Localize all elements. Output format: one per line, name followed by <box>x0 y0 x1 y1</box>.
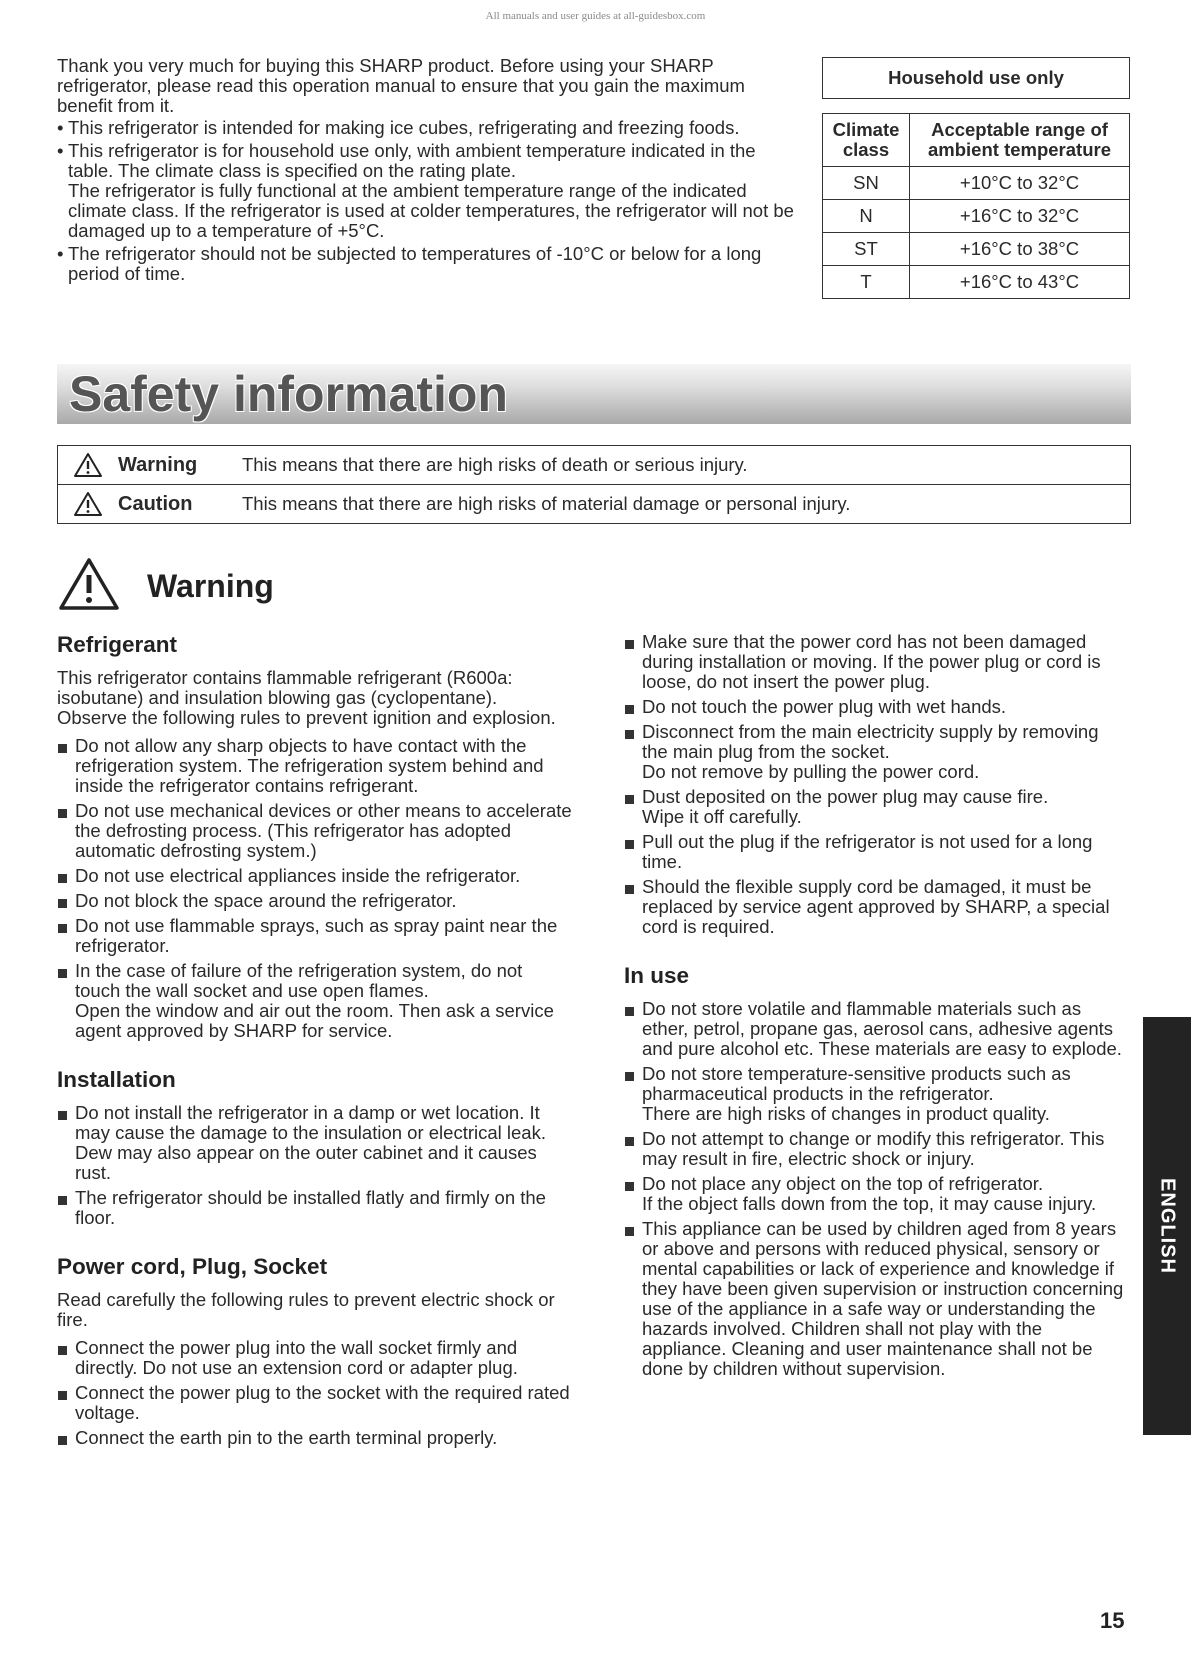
warning-triangle-icon <box>58 452 118 478</box>
list-item: This appliance can be used by children aged from 8 years or above and persons with reduced physical, sensory or mental capabilities or lack of experience and knowledge if they have been given supervision or instruction concerning use of the appliance in a safe way or understanding the hazards involved. Children shall not play with the appliance. Cleaning and user maintenance shall not be done by children without supervision. <box>624 1219 1129 1379</box>
section-intro: This refrigerator contains flammable refrigerant (R600a: isobutane) and insulation blowing gas (cyclopentane). Observe the following rules to prevent ignition and explosion. <box>57 667 556 728</box>
climate-class-cell: N <box>823 200 910 233</box>
climate-class-cell: T <box>823 266 910 299</box>
table-row <box>823 167 1130 200</box>
intro-bullet-text: The refrigerator should not be subjected to temperatures of -10°C or below for a long period of time. <box>68 243 762 284</box>
list-item <box>624 1064 1129 1124</box>
list-item: Do not use electrical appliances inside the refrigerator. <box>57 866 572 886</box>
intro-block <box>57 56 802 287</box>
intro-bullet <box>57 141 802 241</box>
list-item: Do not install the refrigerator in a damp or wet location. It may cause the damage to the insulation or electrical leak. Dew may also appear on the outer cabinet and it causes rust. <box>57 1103 572 1183</box>
legend-text: This means that there are high risks of material damage or personal injury. <box>242 493 851 514</box>
list-item-text: If the object falls down from the top, it may cause injury. <box>642 1193 1097 1214</box>
header-climate-class: Climate class <box>823 114 910 167</box>
header-temperature-range: Acceptable range of ambient temperature <box>910 114 1130 167</box>
list-item: Connect the power plug to the socket with the required rated voltage. <box>57 1383 572 1423</box>
language-tab-label: ENGLISH <box>1156 1178 1179 1274</box>
intro-bullet <box>57 118 802 138</box>
list-item: Do not store volatile and flammable materials such as ether, petrol, propane gas, aerosol cans, adhesive agents and pure alcohol etc. These materials are easy to explode. <box>624 999 1129 1059</box>
list-item <box>624 1174 1129 1214</box>
safety-information-banner <box>57 364 1131 424</box>
right-column <box>624 632 1129 1405</box>
temperature-range-cell: +16°C to 43°C <box>910 266 1130 299</box>
section-title-power-cord: Power cord, Plug, Socket <box>57 1254 328 1279</box>
temperature-range-cell: +16°C to 32°C <box>910 200 1130 233</box>
list-item: Should the flexible supply cord be damaged, it must be replaced by service agent approved by SHARP, a special cord is required. <box>624 877 1129 937</box>
legend-row-warning <box>58 446 1130 484</box>
intro-bullet-text: This refrigerator is intended for making ice cubes, refrigerating and freezing foods. <box>68 117 740 138</box>
legend-text: This means that there are high risks of death or serious injury. <box>242 454 748 475</box>
table-row <box>823 233 1130 266</box>
list-item: Pull out the plug if the refrigerator is not used for a long time. <box>624 832 1129 872</box>
list-item <box>57 961 572 1041</box>
section-title-refrigerant: Refrigerant <box>57 632 178 657</box>
language-tab <box>1143 1017 1191 1435</box>
list-item-text: Do not store temperature-sensitive products such as pharmaceutical products in the refrigerator. <box>642 1063 1071 1104</box>
power-cord-list <box>57 1338 572 1448</box>
list-item-text: Dust deposited on the power plug may cause fire. <box>642 786 1049 807</box>
table-header-row <box>823 114 1130 167</box>
warning-heading <box>57 556 274 617</box>
list-item: Connect the power plug into the wall socket firmly and directly. Do not use an extension cord or adapter plug. <box>57 1338 572 1378</box>
list-item: Do not allow any sharp objects to have contact with the refrigeration system. The refrigeration system behind and inside the refrigerator contains refrigerant. <box>57 736 572 796</box>
list-item: Do not touch the power plug with wet hands. <box>624 697 1129 717</box>
list-item-text: Do not place any object on the top of refrigerator. <box>642 1173 1044 1194</box>
hazard-legend <box>57 445 1131 524</box>
climate-class-table <box>822 113 1130 299</box>
list-item-text: There are high risks of changes in product quality. <box>642 1103 1050 1124</box>
watermark: All manuals and user guides at all-guidesbox.com <box>485 10 706 22</box>
in-use-list <box>624 999 1129 1379</box>
list-item: Connect the earth pin to the earth terminal properly. <box>57 1428 572 1448</box>
left-column <box>57 632 572 1474</box>
intro-bullet <box>57 244 802 284</box>
section-intro: Read carefully the following rules to prevent electric shock or fire. <box>57 1289 555 1330</box>
intro-bullet-list <box>57 118 802 284</box>
banner-title: Safety information <box>69 366 508 422</box>
list-item: Do not block the space around the refrigerator. <box>57 891 572 911</box>
temperature-range-cell: +10°C to 32°C <box>910 167 1130 200</box>
power-cord-list-continued <box>624 632 1129 937</box>
intro-bullet-text: This refrigerator is for household use only, with ambient temperature indicated in the table. The climate class is specified on the rating plate. <box>68 140 756 181</box>
temperature-range-cell: +16°C to 38°C <box>910 233 1130 266</box>
list-item-text: Disconnect from the main electricity supply by removing the main plug from the socket. <box>642 721 1099 762</box>
legend-label: Caution <box>118 492 193 515</box>
list-item-text: In the case of failure of the refrigeration system, do not touch the wall socket and use open flames. <box>75 960 523 1001</box>
section-title-installation: Installation <box>57 1067 176 1092</box>
list-item: The refrigerator should be installed flatly and firmly on the floor. <box>57 1188 572 1228</box>
list-item: Do not attempt to change or modify this refrigerator. This may result in fire, electric shock or injury. <box>624 1129 1129 1169</box>
list-item: Do not use flammable sprays, such as spray paint near the refrigerator. <box>57 916 572 956</box>
list-item: Do not use mechanical devices or other means to accelerate the defrosting process. (This refrigerator has adopted automatic defrosting system.) <box>57 801 572 861</box>
page-number: 15 <box>1100 1608 1125 1633</box>
installation-list <box>57 1103 572 1228</box>
list-item <box>624 722 1129 782</box>
caution-triangle-icon <box>58 491 118 517</box>
list-item <box>624 787 1129 827</box>
refrigerant-list <box>57 736 572 1041</box>
table-row <box>823 266 1130 299</box>
section-title-in-use: In use <box>624 963 690 988</box>
table-row <box>823 200 1130 233</box>
list-item-text: Do not remove by pulling the power cord. <box>642 761 980 782</box>
list-item: Make sure that the power cord has not been damaged during installation or moving. If the power plug or cord is loose, do not insert the power plug. <box>624 632 1129 692</box>
intro-paragraph: Thank you very much for buying this SHARP product. Before using your SHARP refrigerator, please read this operation manual to ensure that you gain the maximum benefit from it. <box>57 55 745 116</box>
climate-class-cell: ST <box>823 233 910 266</box>
legend-row-caution <box>58 484 1130 523</box>
list-item-text: Wipe it off carefully. <box>642 806 802 827</box>
list-item-text: Open the window and air out the room. Then ask a service agent approved by SHARP for service. <box>75 1000 554 1041</box>
household-use-box: Household use only <box>822 57 1130 99</box>
warning-title: Warning <box>147 568 274 604</box>
intro-bullet-text: The refrigerator is fully functional at the ambient temperature range of the indicated climate class. If the refrigerator is used at colder temperatures, the refrigerator will not be damaged up to a temperature of +5°C. <box>68 180 794 241</box>
legend-label: Warning <box>118 453 198 476</box>
climate-class-cell: SN <box>823 167 910 200</box>
warning-triangle-large-icon <box>57 556 121 617</box>
